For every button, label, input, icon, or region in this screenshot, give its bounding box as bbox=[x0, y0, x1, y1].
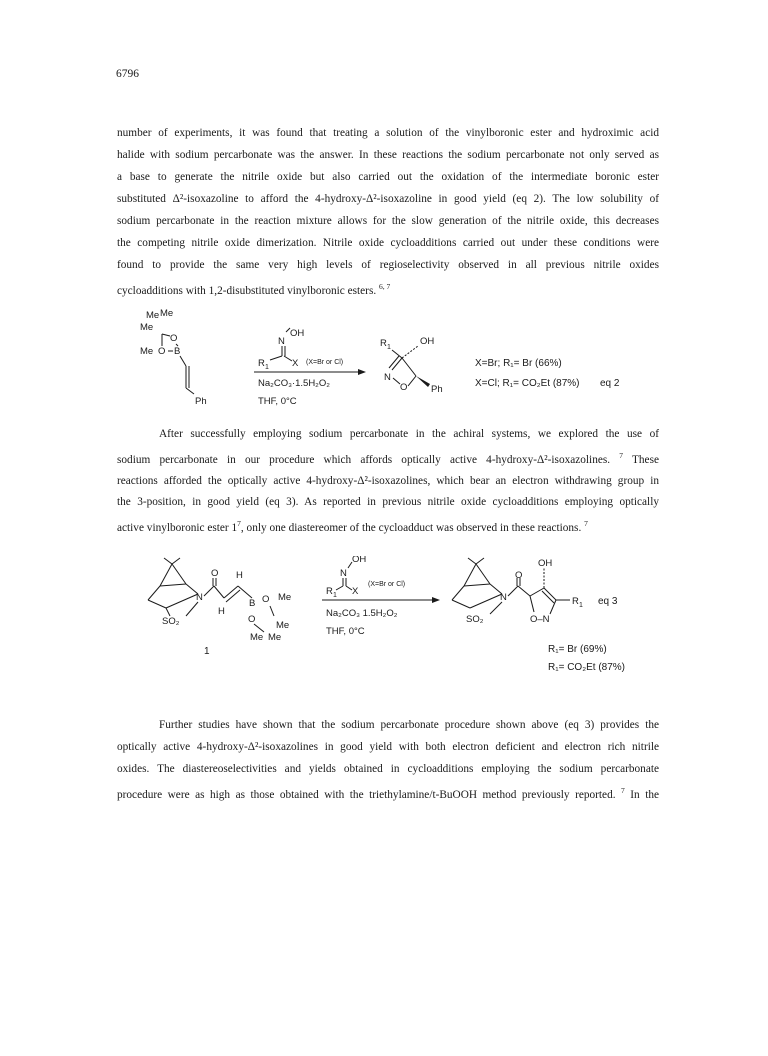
eq3-sultam-left bbox=[148, 558, 203, 627]
methyl-label: Me bbox=[140, 346, 154, 357]
text-line: sodium percarbonate in our procedure which affords optically active 4-hydroxy-Δ²-isoxazolines. $^7$ These bbox=[117, 451, 659, 466]
atom-label: O bbox=[248, 614, 256, 625]
svg-text:1: 1 bbox=[579, 602, 583, 609]
eq3-vinylboronate bbox=[204, 568, 291, 643]
methyl-label: Me bbox=[140, 322, 154, 333]
text-line: substituted Δ²-isoxazoline to afford the 4-hydroxy-Δ²-isoxazoline in good yield (eq 2). The low solubility of bbox=[117, 193, 659, 205]
atom-label: N bbox=[278, 336, 285, 347]
text-line: After successfully employing sodium percarbonate in the achiral systems, we explored the use of bbox=[159, 428, 659, 440]
phenyl-label: Ph bbox=[195, 396, 207, 407]
text-line: the 3-position, in good yield (eq 3). As reported in previous nitrile oxide cycloadditions employing optically bbox=[117, 496, 659, 508]
eq2-starting-material bbox=[140, 308, 207, 407]
atom-label: N bbox=[196, 592, 203, 603]
eq2-product bbox=[380, 336, 443, 395]
eq3-reagent bbox=[326, 556, 405, 599]
atom-label: O bbox=[158, 346, 166, 357]
reaction-conditions: THF, 0°C bbox=[326, 626, 365, 637]
scheme-eq2 bbox=[140, 306, 660, 416]
atom-label: X bbox=[352, 586, 359, 597]
eq2-reagent bbox=[258, 328, 343, 371]
svg-text:1: 1 bbox=[387, 344, 391, 351]
methyl-label: Me bbox=[146, 310, 160, 321]
atom-label: SO₂ bbox=[162, 616, 180, 627]
atom-label: B bbox=[249, 598, 256, 609]
scheme-eq3 bbox=[146, 556, 646, 681]
text-line: a base to generate the nitrile oxide but also carried out the oxidation of the intermediate boronic ester bbox=[117, 171, 659, 183]
reaction-conditions: THF, 0°C bbox=[258, 396, 297, 407]
citation: 7 bbox=[237, 519, 241, 528]
yield-text: X=Cl; R₁= CO₂Et (87%) bbox=[475, 378, 580, 389]
text-line: sodium percarbonate in the reaction mixture allows for the slow generation of the nitrile oxide, this decreases bbox=[117, 215, 659, 227]
yield-text: R₁= Br (69%) bbox=[548, 644, 607, 655]
reagent-note: (X=Br or Cl) bbox=[368, 581, 406, 588]
citation: 6, 7 bbox=[379, 282, 391, 291]
text-line: optically active 4-hydroxy-Δ²-isoxazolines in good yield with both electron deficient and electron rich nitrile bbox=[117, 741, 659, 753]
citation: 7 bbox=[584, 519, 588, 528]
paragraph-1 bbox=[117, 122, 659, 302]
atom-label: N bbox=[340, 568, 347, 579]
atom-label: OH bbox=[352, 556, 367, 565]
compound-label: 1 bbox=[204, 646, 210, 657]
atom-label: X bbox=[292, 358, 299, 369]
text-line: cycloadditions with 1,2-disubstituted vinylboronic esters. $^{6, 7}$ bbox=[117, 282, 391, 297]
atom-label: N bbox=[384, 372, 391, 383]
methyl-label: Me bbox=[250, 632, 264, 643]
eq3-isoxazoline-product bbox=[508, 558, 583, 625]
equation-label: eq 3 bbox=[598, 596, 618, 607]
yield-text: X=Br; R₁= Br (66%) bbox=[475, 358, 562, 369]
atom-label: O–N bbox=[530, 614, 550, 625]
atom-label: OH bbox=[290, 328, 305, 339]
atom-label: OH bbox=[538, 558, 553, 569]
atom-label: O bbox=[262, 594, 270, 605]
text-line: oxides. The diastereoselectivities and yields obtained in cycloadditions employing the sodium percarbonate bbox=[117, 763, 659, 775]
atom-label: O bbox=[515, 570, 523, 581]
citation: 7 bbox=[619, 451, 624, 460]
text-line: reactions afforded the optically active 4-hydroxy-Δ²-isoxazolines, which bear an electron withdrawing group in bbox=[117, 475, 659, 487]
methyl-label: Me bbox=[276, 620, 290, 631]
atom-label: R bbox=[258, 358, 265, 369]
text-line: procedure were as high as those obtained with the triethylamine/t-BuOOH method previously reported. $^7$ In the bbox=[117, 786, 660, 801]
page-number: 6796 bbox=[116, 68, 139, 80]
paragraph-2 bbox=[117, 424, 659, 539]
methyl-label: Me bbox=[278, 592, 292, 603]
reagent-note: (X=Br or Cl) bbox=[306, 359, 344, 366]
svg-text:1: 1 bbox=[333, 592, 337, 599]
text-line: halide with sodium percarbonate was the answer. In these reactions the sodium percarbonate not only served as bbox=[117, 149, 659, 161]
atom-label: B bbox=[174, 346, 181, 357]
text-line: Further studies have shown that the sodium percarbonate procedure shown above (eq 3) provides the bbox=[159, 719, 659, 731]
atom-label: R bbox=[380, 338, 387, 349]
methyl-label: Me bbox=[160, 308, 174, 319]
text-line: number of experiments, it was found that treating a solution of the vinylboronic ester and hydroximic acid bbox=[117, 127, 659, 139]
paragraph-3 bbox=[117, 714, 659, 806]
atom-label: H bbox=[236, 570, 243, 581]
methyl-label: Me bbox=[268, 632, 282, 643]
svg-text:1: 1 bbox=[265, 364, 269, 371]
atom-label: O bbox=[170, 333, 178, 344]
text-line: found to provide the same very high levels of regioselectivity observed in all previous nitrile oxides bbox=[117, 259, 659, 271]
atom-label: R bbox=[572, 596, 579, 607]
text-line: active vinylboronic ester $1^7$, only one diastereomer of the cycloadduct was observed in these reactions. $^7$ bbox=[117, 519, 588, 534]
atom-label: R bbox=[326, 586, 333, 597]
eq3-sultam-right bbox=[452, 558, 507, 625]
atom-label: O bbox=[400, 382, 408, 393]
citation: 7 bbox=[621, 786, 625, 795]
equation-label: eq 2 bbox=[600, 378, 620, 389]
phenyl-label: Ph bbox=[431, 384, 443, 395]
yield-text: R₁= CO₂Et (87%) bbox=[548, 662, 625, 673]
reaction-conditions: Na₂CO₃ 1.5H₂O₂ bbox=[326, 608, 398, 619]
atom-label: SO₂ bbox=[466, 614, 484, 625]
atom-label: OH bbox=[420, 336, 435, 347]
atom-label: H bbox=[218, 606, 225, 617]
atom-label: N bbox=[500, 592, 507, 603]
atom-label: O bbox=[211, 568, 219, 579]
text-line: the competing nitrile oxide dimerization. Nitrile oxide cycloadditions carried out under these conditions were bbox=[117, 237, 659, 249]
reaction-conditions: Na₂CO₃·1.5H₂O₂ bbox=[258, 378, 330, 389]
